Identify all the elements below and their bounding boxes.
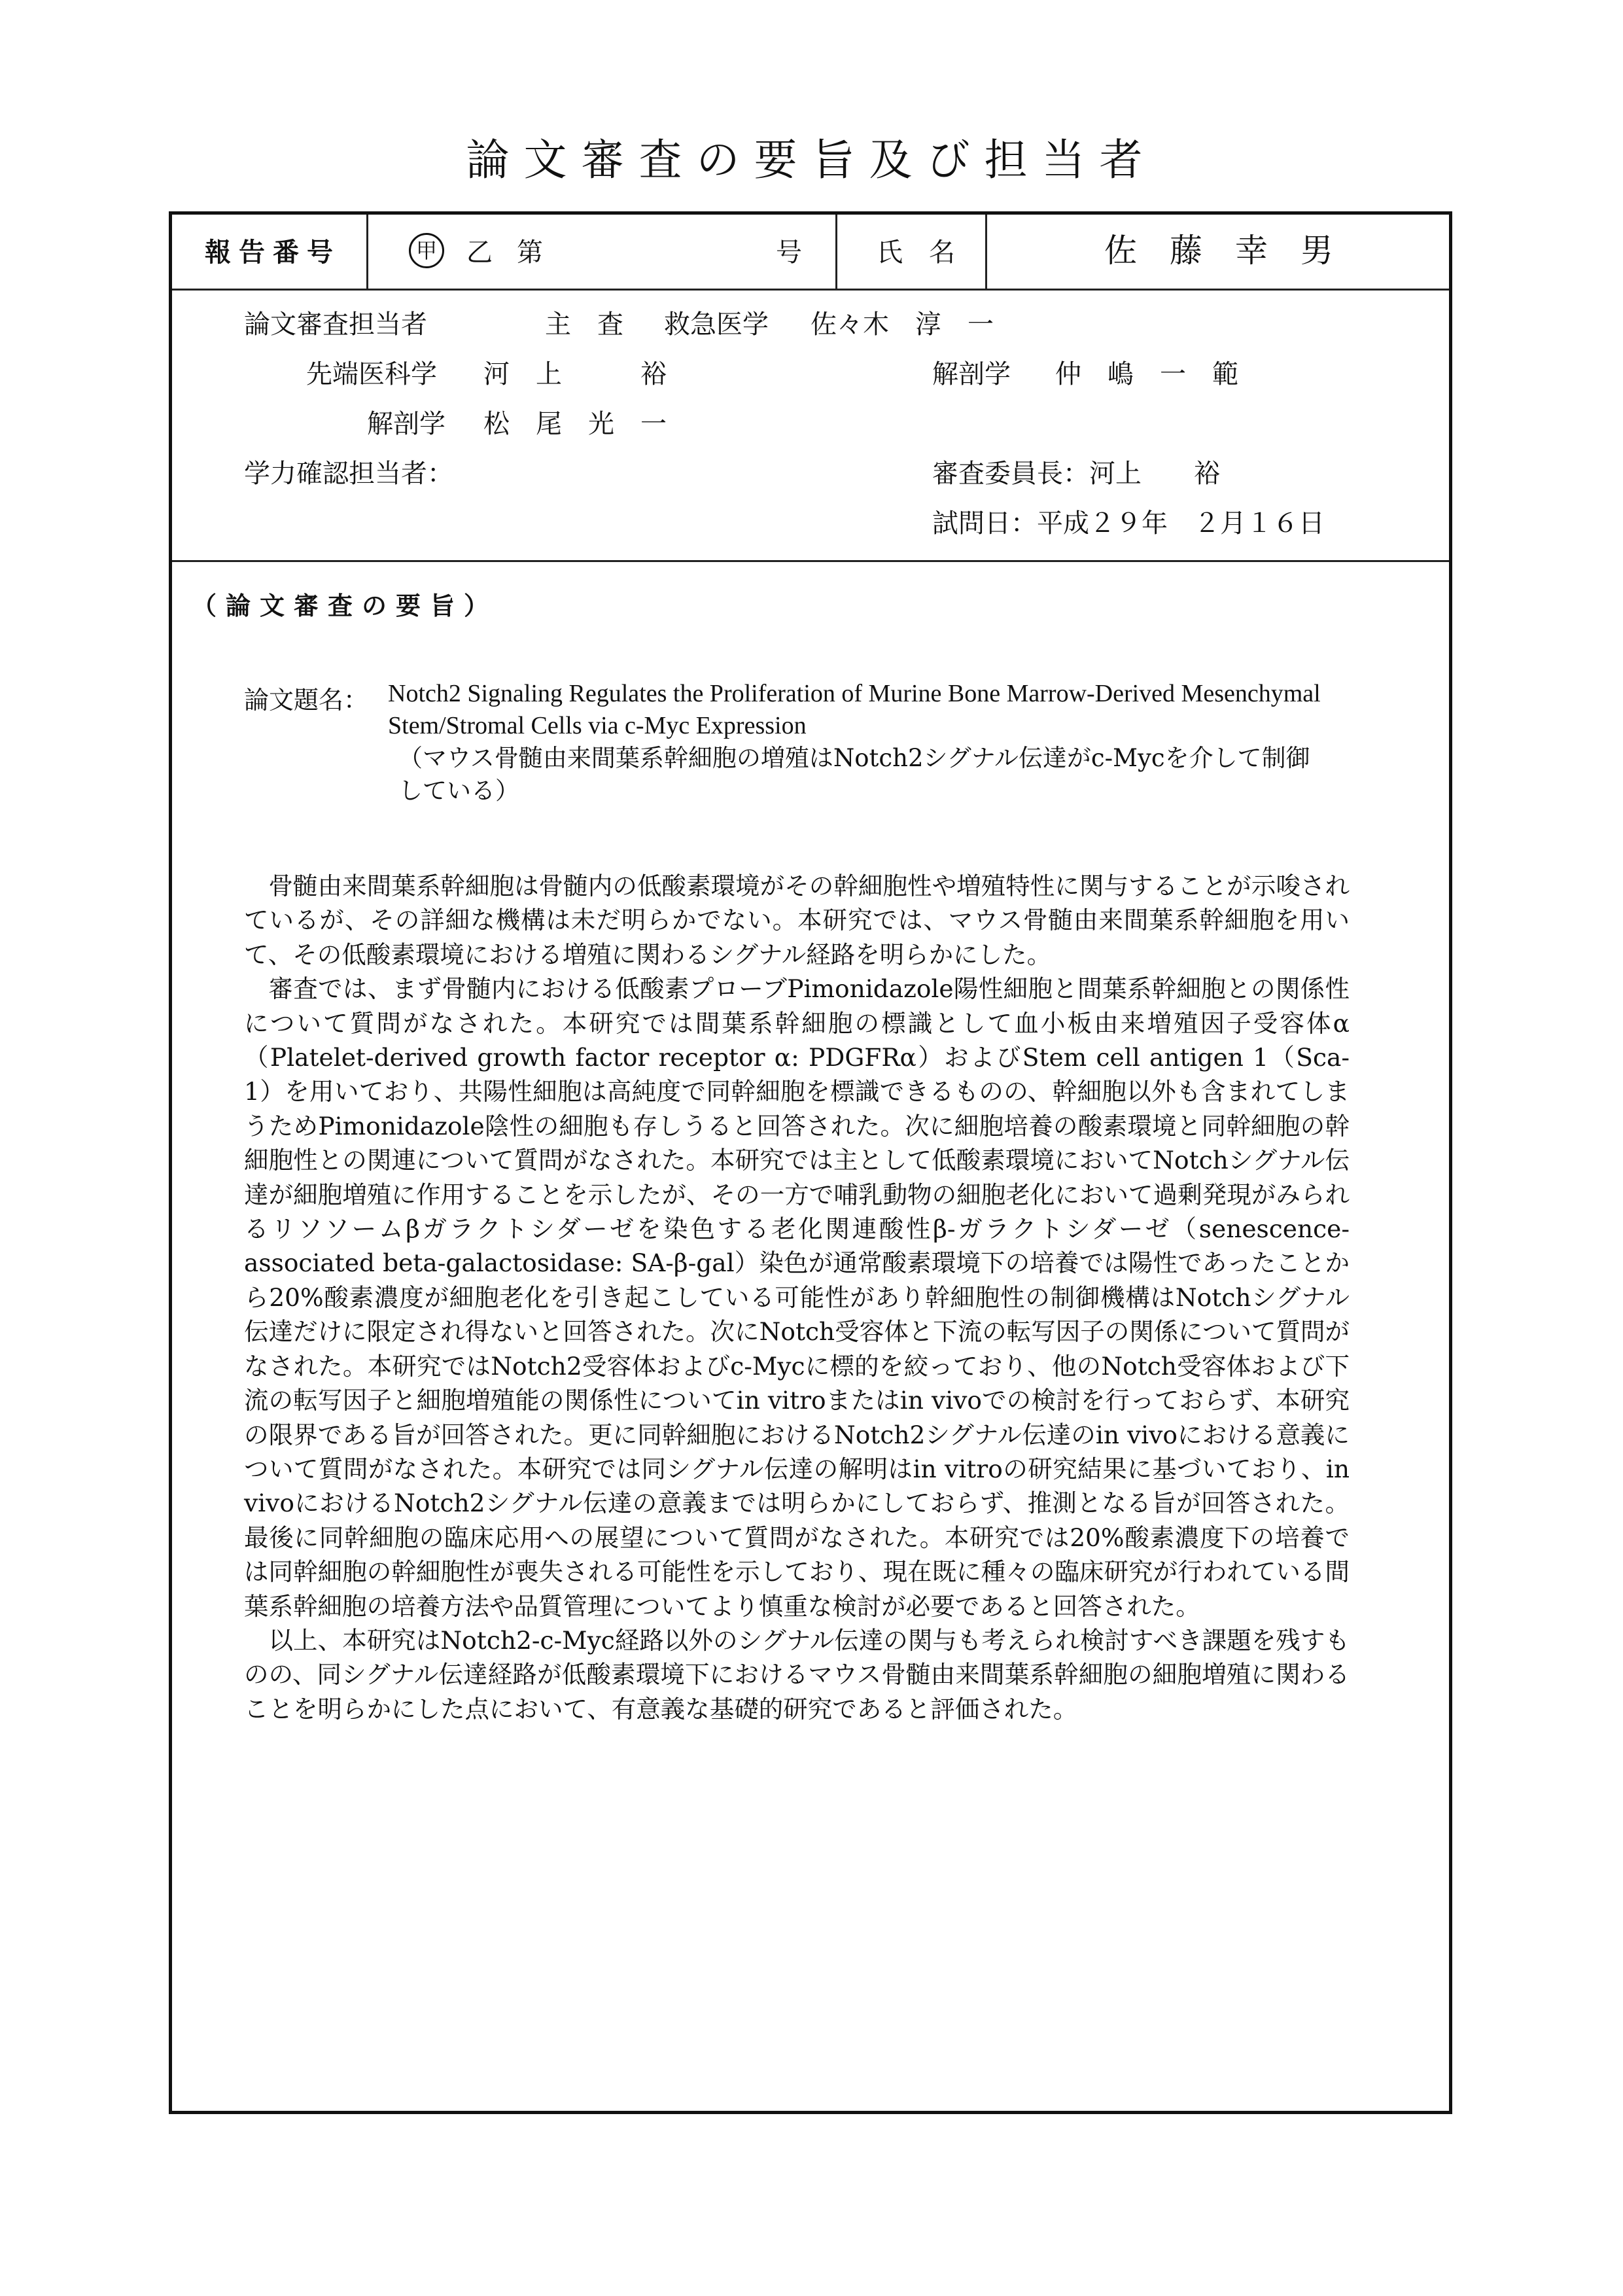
otsu-label: 乙: [466, 238, 493, 268]
examiners-bottom-rule: [172, 560, 1449, 562]
dai-label: 第: [517, 238, 543, 268]
header-divider: [985, 215, 987, 289]
name-value: 佐 藤 幸 男: [1104, 232, 1333, 270]
review-paragraph: 以上、本研究はNotch2-c-Myc経路以外のシグナル伝達の関与も考えられ検討すべき課題を残すものの、同シグナル伝達経路が低酸素環境下におけるマウス骨髄由来間葉系幹細胞の細胞増殖に関わることを明らかにした点において、有意義な基礎的研究であると評価された。: [244, 1625, 1350, 1723]
committee-chair: 審査委員長：河上 裕: [932, 459, 1220, 489]
name-label: 氏 名: [877, 238, 955, 268]
review-body: [244, 869, 1350, 1726]
kou-circled-mark: 甲: [409, 233, 444, 268]
review-form-frame: [169, 211, 1452, 2114]
chief-role: 主 査: [545, 309, 623, 340]
member2-name: 仲 嶋 一 範: [1055, 359, 1238, 389]
header-bottom-rule: [172, 289, 1449, 291]
thesis-title-english: Notch2 Signaling Regulates the Proliferation of Murine Bone Marrow-Derived Mesenchymal Stem/Stromal Cells via c-Myc Expression: [388, 680, 1321, 739]
academic-confirm-label: 学力確認担当者：: [244, 459, 453, 489]
chief-dept: 救急医学: [664, 309, 769, 340]
review-section-title: （論文審査の要旨）: [192, 591, 498, 620]
exam-date: 試問日：平成２９年 ２月１６日: [932, 508, 1325, 539]
header-divider: [366, 215, 368, 289]
examiners-label: 論文審査担当者: [244, 309, 427, 340]
gou-label: 号: [776, 238, 802, 268]
review-paragraph: 骨髄由来間葉系幹細胞は骨髄内の低酸素環境がその幹細胞性や増殖特性に関与することが示唆されているが、その詳細な機構は未だ明らかでない。本研究では、マウス骨髄由来間葉系幹細胞を用いて、その低酸素環境における増殖に関わるシグナル経路を明らかにした。: [244, 872, 1350, 969]
member1-name: 河 上 裕: [483, 359, 667, 389]
thesis-title-japanese: （マウス骨髄由来間葉系幹細胞の増殖はNotch2シグナル伝達がc-Mycを介して制御している）: [398, 744, 1310, 805]
member1-dept: 先端医科学: [306, 359, 437, 389]
member3-dept: 解剖学: [367, 409, 445, 439]
member2-dept: 解剖学: [932, 359, 1011, 389]
document-title: 論文審査の要旨及び担当者: [466, 135, 1157, 185]
report-number-label: 報告番号: [205, 237, 341, 268]
member3-name: 松 尾 光 一: [483, 409, 667, 439]
header-divider: [835, 215, 837, 289]
review-paragraph: 審査では、まず骨髄内における低酸素プローブPimonidazole陽性細胞と間葉系幹細胞との関係性について質問がなされた。本研究では間葉系幹細胞の標識として血小板由来増殖因子受容体α（Platelet-derived growth factor receptor α: PDGFRα）およびStem cell antigen 1（Sca-1）を用いており、共陽性細胞は高純度で同幹細胞を標識できるものの、幹細胞以外も含まれてしまうためPimonidazole陰性の細胞も存しうると回答された。次に細胞培養の酸素環境と同幹細胞の幹細胞性との関連について質問がなされた。本研究では主として低酸素環境においてNotchシグナル伝達が細胞増殖に作用することを示したが、その一方で哺乳動物の細胞老化において過剰発現がみられるリソソームβガラクトシダーゼを染色する老化関連酸性β-ガラクトシダーゼ（senescence-associated beta-galactosidase: SA-β-gal）染色が通常酸素環境下の培養では陽性であったことから20%酸素濃度が細胞老化を引き起こしている可能性があり幹細胞性の制御機構はNotchシグナル伝達だけに限定され得ないと回答された。次にNotch受容体と下流の転写因子の関係について質問がなされた。本研究ではNotch2受容体およびc-Mycに標的を絞っており、他のNotch受容体および下流の転写因子と細胞増殖能の関係性についてin vitroまたはin vivoでの検討を行っておらず、本研究の限界である旨が回答された。更に同幹細胞におけるNotch2シグナル伝達のin vivoにおける意義について質問がなされた。本研究では同シグナル伝達の解明はin vitroの研究結果に基づいており、in vivoにおけるNotch2シグナル伝達の意義までは明らかにしておらず、推測となる旨が回答された。最後に同幹細胞の臨床応用への展望について質問がなされた。本研究では20%酸素濃度下の培養では同幹細胞の幹細胞性が喪失される可能性を示しており、現在既に種々の臨床研究が行われている間葉系幹細胞の培養方法や品質管理についてより慎重な検討が必要であると回答された。: [244, 974, 1350, 1621]
chief-name: 佐々木 淳 一: [811, 309, 994, 340]
thesis-title-label: 論文題名：: [244, 686, 369, 715]
